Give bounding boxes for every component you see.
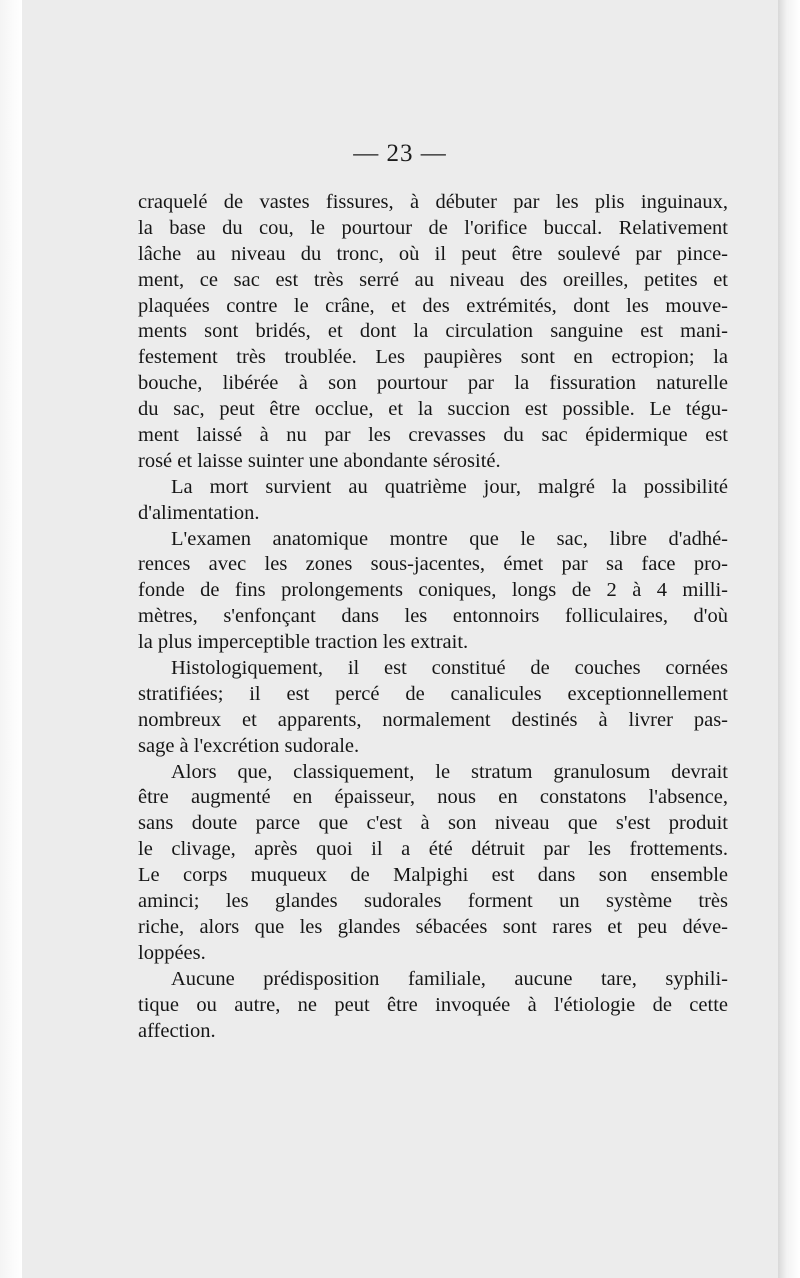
text-line: être augmenté en épaisseur, nous en constatons l'absence, [138,786,728,809]
text-line: La mort survient au quatrième jour, malgré la possibilité [171,475,728,498]
text-line: ments sont bridés, et dont la circulation sanguine est mani- [138,320,728,343]
scan-margin-left [0,0,22,1278]
text-line: Aucune prédisposition familiale, aucune tare, syphili- [171,967,728,990]
text-line: festement très troublée. Les paupières sont en ectropion; la [138,346,728,369]
text-line: la base du cou, le pourtour de l'orifice buccal. Relativement [138,216,728,239]
text-line: aminci; les glandes sudorales forment un système très [138,890,728,913]
text-line: riche, alors que les glandes sébacées sont rares et peu déve- [138,915,728,938]
text-line: la plus imperceptible traction les extrait. [138,631,469,654]
text-line: fonde de fins prolongements coniques, longs de 2 à 4 milli- [138,579,728,602]
text-line: d'alimentation. [138,501,260,524]
text-line: lâche au niveau du tronc, où il peut être soulevé par pince- [138,242,728,265]
text-line: ment laissé à nu par les crevasses du sac épidermique est [138,424,728,447]
text-line: ment, ce sac est très serré au niveau des oreilles, petites et [138,268,728,291]
text-line: mètres, s'enfonçant dans les entonnoirs folliculaires, d'où [138,605,728,628]
text-line: du sac, peut être occlue, et la succion est possible. Le tégu- [138,398,728,421]
book-page [22,0,778,1278]
text-line: le clivage, après quoi il a été détruit par les frottements. [138,838,728,861]
text-line: loppées. [138,941,206,964]
text-line: nombreux et apparents, normalement destinés à livrer pas- [138,708,728,731]
text-line: craquelé de vastes fissures, à débuter par les plis inguinaux, [138,191,728,213]
page-number: — 23 — [353,140,447,167]
text-line: tique ou autre, ne peut être invoquée à l'étiologie de cette [138,993,728,1016]
text-line: plaquées contre le crâne, et des extrémités, dont les mouve- [138,294,728,317]
text-line: L'examen anatomique montre que le sac, libre d'adhé- [171,527,728,550]
scan-margin-right [778,0,800,1278]
text-line: rosé et laisse suinter une abondante sérosité. [138,449,501,472]
text-line: stratifiées; il est percé de canalicules exceptionnellement [138,682,728,705]
text-line: sage à l'excrétion sudorale. [138,734,360,757]
text-line: affection. [138,1019,216,1042]
text-line: Alors que, classiquement, le stratum granulosum devrait [171,760,728,783]
body-text [138,190,728,1044]
text-line: rences avec les zones sous-jacentes, émet par sa face pro- [138,553,728,576]
text-line: Histologiquement, il est constitué de couches cornées [171,657,728,680]
text-line: sans doute parce que c'est à son niveau que s'est produit [138,812,728,835]
text-line: Le corps muqueux de Malpighi est dans son ensemble [138,864,728,887]
text-line: bouche, libérée à son pourtour par la fissuration naturelle [138,372,728,395]
